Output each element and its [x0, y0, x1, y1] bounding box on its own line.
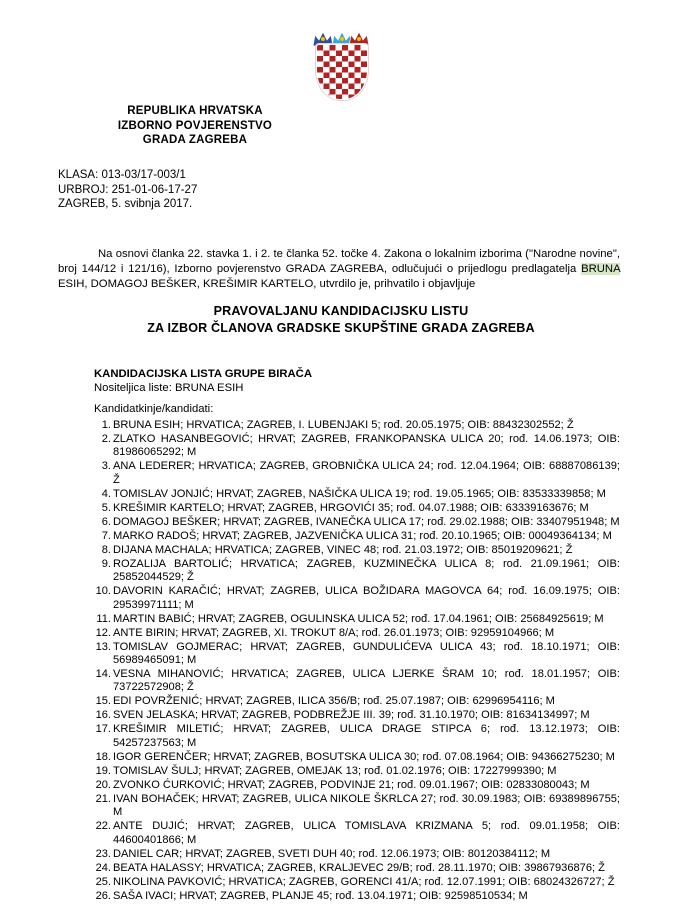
candidate-item [94, 779, 620, 792]
coat-of-arms-container [0, 30, 682, 98]
candidate-number: 5. [101, 501, 111, 514]
candidate-item [94, 433, 620, 460]
candidate-details: NIKOLINA PAVKOVIĆ; HRVATICA; ZAGREB, GORENCI 41/A; rođ. 12.07.1991; OIB: 68024326727; Ž [113, 875, 615, 888]
candidate-item [94, 793, 620, 820]
candidate-details: EDI POVRŽENIĆ; HRVAT; ZAGREB, ILICA 356/B; rođ. 25.07.1987; OIB: 62996954116; M [113, 695, 555, 708]
checkerboard-shield-icon [316, 44, 368, 100]
candidate-details: DIJANA MACHALA; HRVATICA; ZAGREB, VINEC 48; rođ. 21.03.1972; OIB: 85019209621; Ž [113, 543, 573, 556]
candidate-item [94, 558, 620, 585]
candidate-item [94, 502, 620, 515]
candidate-details: TOMISLAV GOJMERAC; HRVAT; ZAGREB, GUNDULIĆEVA ULICA 43; rođ. 18.10.1971; OIB: 56989465091; M [113, 640, 620, 667]
candidate-number: 11. [96, 612, 111, 625]
place-date-line: ZAGREB, 5. svibnja 2017. [58, 198, 193, 211]
candidate-item [94, 460, 620, 487]
candidate-number: 7. [101, 529, 111, 542]
candidate-item [94, 695, 620, 708]
candidates-list [94, 419, 620, 904]
candidate-item [94, 751, 620, 764]
candidate-number: 2. [101, 433, 111, 445]
candidate-number: 25. [95, 875, 111, 888]
candidate-item [94, 820, 620, 847]
candidate-number: 19. [95, 764, 111, 777]
title-line-1: PRAVOVALJANU KANDIDACIJSKU LISTU [213, 304, 469, 318]
candidate-item [94, 876, 620, 889]
candidate-number: 23. [95, 847, 111, 860]
klasa-line: KLASA: 013-03/17-003/1 [58, 169, 186, 181]
candidate-item [94, 765, 620, 778]
candidate-item [94, 544, 620, 557]
candidate-details: KREŠIMIR MILETIĆ; HRVAT; ZAGREB, ULICA DRAGE STIPCA 6; rođ. 13.12.1973; OIB: 54257237563; M [113, 723, 620, 749]
highlighted-name: BRUNA [581, 263, 620, 276]
croatian-coat-of-arms-icon [310, 30, 372, 98]
candidate-details: ANTE BIRIN; HRVAT; ZAGREB, XI. TROKUT 8/A; rođ. 26.01.1973; OIB: 92959104966; M [113, 626, 555, 639]
list-group-title: KANDIDACIJSKA LISTA GRUPE BIRAČA [94, 368, 312, 380]
candidate-details: SAŠA IVACI; HRVAT; ZAGREB, PLANJE 45; rođ. 13.04.1971; OIB: 92598510534; M [113, 889, 528, 902]
list-holder: Nositeljica liste: BRUNA ESIH [94, 382, 244, 395]
candidate-number: 17. [95, 723, 111, 736]
candidate-details: TOMISLAV ŠULJ; HRVAT; ZAGREB, OMEJAK 13; rođ. 01.02.1976; OIB: 17227999390; M [113, 764, 557, 777]
candidate-item [94, 516, 620, 529]
candidate-item [94, 848, 620, 861]
candidate-item [94, 419, 620, 432]
candidate-number: 16. [95, 709, 111, 722]
intro-paragraph [58, 247, 620, 292]
candidate-number: 8. [101, 543, 111, 556]
candidate-details: TOMISLAV JONJIĆ; HRVAT; ZAGREB, NAŠIČKA ULICA 19; rođ. 19.05.1965; OIB: 83533339858; M [113, 487, 606, 500]
organisation-header [56, 104, 334, 148]
candidate-details: ANA LEDERER; HRVATICA; ZAGREB, GROBNIČKA ULICA 24; rođ. 12.04.1964; OIB: 68887086139; Ž [113, 460, 620, 486]
candidate-item [94, 627, 620, 640]
candidate-details: DOMAGOJ BEŠKER; HRVAT; ZAGREB, IVANEČKA ULICA 17; rođ. 29.02.1988; OIB: 33407951948; M [113, 515, 620, 528]
candidate-details: KREŠIMIR KARTELO; HRVAT; ZAGREB, HRGOVIĆI 35; rođ. 04.07.1988; OIB: 63339163676; M [113, 501, 589, 514]
candidate-number: 6. [101, 515, 111, 528]
candidate-item [94, 585, 620, 612]
candidate-details: DAVORIN KARAČIĆ; HRVAT; ZAGREB, ULICA BOŽIDARA MAGOVCA 64; rođ. 16.09.1975; OIB: 29539971111; M [113, 585, 620, 611]
candidate-details: SVEN JELASKA; HRVAT; ZAGREB, PODBREŽJE III. 39; rođ. 31.10.1970; OIB: 81634134997; M [113, 709, 590, 722]
candidate-item [94, 668, 620, 695]
candidate-item [94, 890, 620, 903]
page-title [56, 303, 626, 337]
candidate-number: 14. [95, 668, 111, 681]
candidate-item [94, 530, 620, 543]
candidate-number: 21. [95, 792, 111, 805]
candidate-number: 22. [95, 820, 111, 833]
candidate-number: 24. [95, 861, 111, 874]
candidate-details: ZLATKO HASANBEGOVIĆ; HRVAT; ZAGREB, FRANKOPANSKA ULICA 20; rođ. 14.06.1973; OIB: 81986065292; M [113, 433, 620, 459]
candidate-details: ANTE DUJIĆ; HRVAT; ZAGREB, ULICA TOMISLAVA KRIZMANA 5; rođ. 09.01.1958; OIB: 44600401866; M [113, 820, 620, 846]
candidates-label: Kandidatkinje/kandidati: [94, 403, 214, 415]
urbroj-line: URBROJ: 251-01-06-17-27 [58, 183, 198, 196]
list-group-heading [94, 367, 312, 395]
candidate-details: MARTIN BABIĆ; HRVAT; ZAGREB, OGULINSKA ULICA 52; rođ. 17.04.1961; OIB: 25684925619; M [113, 612, 604, 625]
candidate-details: IVAN BOHAČEK; HRVAT; ZAGREB, ULICA NIKOLE ŠKRLCA 27; rođ. 30.09.1983; OIB: 69389896755; M [113, 792, 620, 819]
candidate-number: 3. [101, 460, 111, 473]
intro-text-before: Na osnovi članka 22. stavka 1. i 2. te članka 52. točke 4. Zakona o lokalnim izborima ("Narodne novine", broj 144/12 i 121/16), Izborno povjerenstvo GRADA ZAGREBA, odlučujući o prijedlogu predlagatelja [58, 248, 620, 276]
candidate-details: BRUNA ESIH; HRVATICA; ZAGREB, I. LUBENJAKI 5; rođ. 20.05.1975; OIB: 88432302552; Ž [113, 419, 574, 431]
candidate-number: 18. [95, 750, 111, 763]
candidate-item [94, 488, 620, 501]
candidate-item [94, 723, 620, 750]
candidate-details: ROZALIJA BARTOLIĆ; HRVATICA; ZAGREB, KUZMINEČKA ULICA 8; rođ. 21.09.1961; OIB: 25852044529; Ž [113, 557, 620, 584]
candidate-details: MARKO RADOŠ; HRVAT; ZAGREB, JAZVENIČKA ULICA 31; rođ. 20.10.1965; OIB: 00049364134; M [113, 529, 612, 542]
title-line-2: ZA IZBOR ČLANOVA GRADSKE SKUPŠTINE GRADA ZAGREBA [147, 321, 535, 335]
candidate-number: 9. [101, 557, 111, 570]
candidate-number: 12. [95, 626, 111, 639]
candidate-details: BEATA HALASSY; HRVATICA; ZAGREB, KRALJEVEC 29/B; rođ. 28.11.1970; OIB: 39867936876; Ž [113, 861, 605, 874]
candidate-details: DANIEL CAR; HRVAT; ZAGREB, SVETI DUH 40; rođ. 12.06.1973; OIB: 80120384112; M [113, 847, 551, 860]
candidate-number: 10. [95, 585, 111, 598]
candidate-item [94, 709, 620, 722]
candidate-number: 1. [101, 419, 111, 431]
candidate-details: IGOR GERENČER; HRVAT; ZAGREB, BOSUTSKA ULICA 30; rođ. 07.08.1964; OIB: 94366275230; M [113, 750, 615, 763]
candidate-item [94, 862, 620, 875]
header-line-city: GRADA ZAGREBA [142, 134, 248, 146]
candidate-item [94, 641, 620, 668]
reference-block [58, 168, 197, 212]
candidate-number: 4. [101, 487, 111, 500]
header-line-republic: REPUBLIKA HRVATSKA [127, 105, 263, 117]
candidate-details: ZVONKO ĆURKOVIĆ; HRVAT; ZAGREB, PODVINJE 21; rođ. 09.01.1967; OIB: 02833080043; M [113, 778, 590, 791]
candidate-number: 15. [95, 695, 111, 708]
candidate-details: VESNA MIHANOVIĆ; HRVATICA; ZAGREB, ULICA LJERKE ŠRAM 10; rođ. 18.01.1957; OIB: 73722572908; Ž [113, 668, 620, 694]
candidate-number: 26. [95, 889, 111, 902]
header-line-commission: IZBORNO POVJERENSTVO [117, 119, 273, 132]
intro-text-after: ESIH, DOMAGOJ BEŠKER, KREŠIMIR KARTELO, utvrdilo je, prihvatilo i objavljuje [58, 278, 476, 291]
candidate-item [94, 613, 620, 626]
candidate-number: 20. [95, 778, 111, 791]
candidate-number: 13. [95, 640, 111, 653]
